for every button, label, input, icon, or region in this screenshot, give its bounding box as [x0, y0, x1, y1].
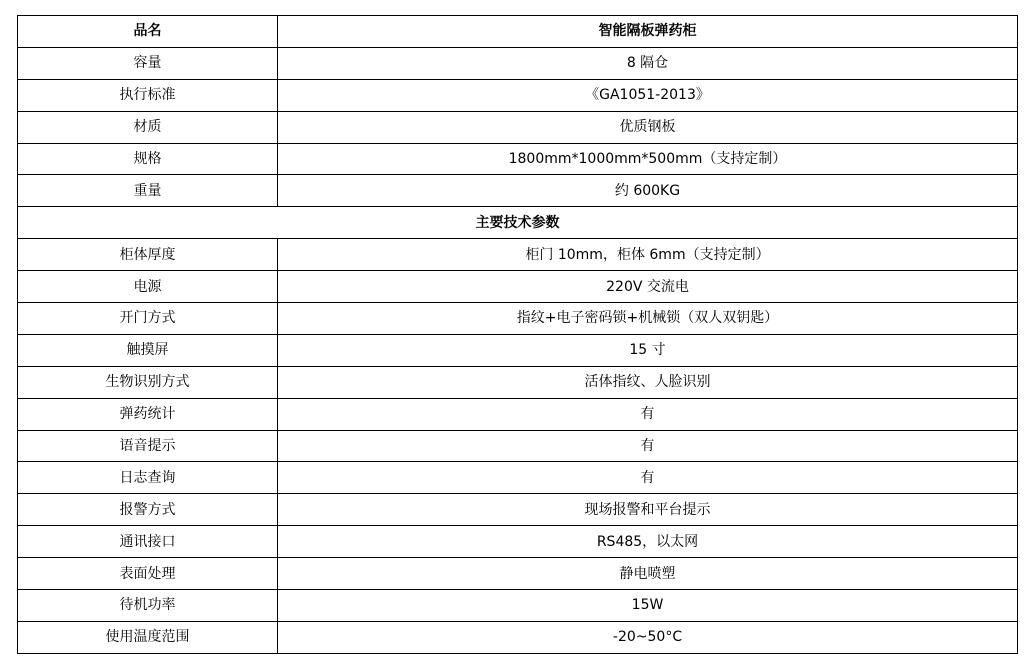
- row-value-cell: 约 600KG: [278, 175, 1018, 207]
- row-value-cell: 有: [278, 430, 1018, 462]
- spec-table-body: [18, 16, 1018, 654]
- row-value-cell: -20~50°C: [278, 621, 1018, 653]
- row-value-cell: 《GA1051-2013》: [278, 79, 1018, 111]
- row-label-cell: 语音提示: [18, 430, 278, 462]
- section-title-cell: 主要技术参数: [18, 207, 1018, 239]
- row-label-cell: 弹药统计: [18, 398, 278, 430]
- row-label-cell: 待机功率: [18, 590, 278, 622]
- row-value-cell: 优质钢板: [278, 111, 1018, 143]
- row-value-cell: 现场报警和平台提示: [278, 494, 1018, 526]
- table-row: [18, 558, 1018, 590]
- row-value-cell: 220V 交流电: [278, 271, 1018, 303]
- table-row: [18, 590, 1018, 622]
- table-row: [18, 526, 1018, 558]
- row-value-cell: 活体指纹、人脸识别: [278, 366, 1018, 398]
- row-label-cell: 日志查询: [18, 462, 278, 494]
- row-value-cell: 指纹+电子密码锁+机械锁（双人双钥匙）: [278, 303, 1018, 335]
- row-label-cell: 电源: [18, 271, 278, 303]
- table-row: [18, 239, 1018, 271]
- row-value-cell: 15 寸: [278, 334, 1018, 366]
- row-label-cell: 执行标准: [18, 79, 278, 111]
- table-row: [18, 175, 1018, 207]
- row-label-cell: 开门方式: [18, 303, 278, 335]
- row-label-cell: 容量: [18, 47, 278, 79]
- header-label-cell: 品名: [18, 16, 278, 48]
- table-row: [18, 111, 1018, 143]
- spec-table: [17, 15, 1018, 654]
- row-value-cell: 静电喷塑: [278, 558, 1018, 590]
- row-label-cell: 报警方式: [18, 494, 278, 526]
- table-row: [18, 398, 1018, 430]
- row-label-cell: 重量: [18, 175, 278, 207]
- row-value-cell: 1800mm*1000mm*500mm（支持定制）: [278, 143, 1018, 175]
- row-label-cell: 材质: [18, 111, 278, 143]
- table-row: [18, 494, 1018, 526]
- table-row: [18, 271, 1018, 303]
- table-row: [18, 79, 1018, 111]
- row-value-cell: 8 隔仓: [278, 47, 1018, 79]
- row-value-cell: 15W: [278, 590, 1018, 622]
- row-label-cell: 表面处理: [18, 558, 278, 590]
- table-row: [18, 621, 1018, 653]
- table-row: [18, 430, 1018, 462]
- table-row: [18, 47, 1018, 79]
- row-label-cell: 使用温度范围: [18, 621, 278, 653]
- table-row: [18, 462, 1018, 494]
- table-row: [18, 303, 1018, 335]
- row-value-cell: 有: [278, 462, 1018, 494]
- row-label-cell: 规格: [18, 143, 278, 175]
- table-row: [18, 366, 1018, 398]
- row-value-cell: 有: [278, 398, 1018, 430]
- row-value-cell: RS485，以太网: [278, 526, 1018, 558]
- header-row: [18, 16, 1018, 48]
- row-label-cell: 触摸屏: [18, 334, 278, 366]
- row-value-cell: 柜门 10mm，柜体 6mm（支持定制）: [278, 239, 1018, 271]
- section-title-row: [18, 207, 1018, 239]
- table-row: [18, 334, 1018, 366]
- row-label-cell: 通讯接口: [18, 526, 278, 558]
- row-label-cell: 柜体厚度: [18, 239, 278, 271]
- table-row: [18, 143, 1018, 175]
- header-value-cell: 智能隔板弹药柜: [278, 16, 1018, 48]
- row-label-cell: 生物识别方式: [18, 366, 278, 398]
